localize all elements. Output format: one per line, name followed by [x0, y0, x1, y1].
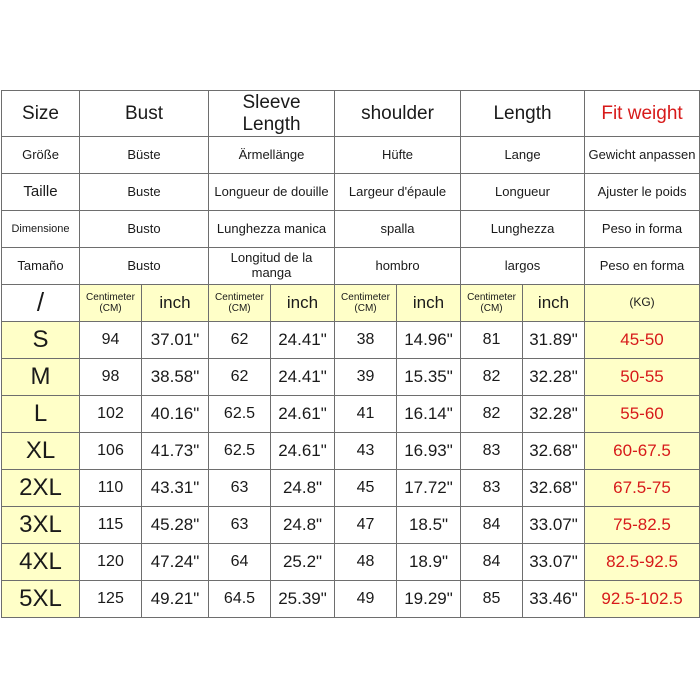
header-length: Length — [461, 91, 585, 137]
shoulder-inch: 15.35" — [397, 359, 461, 396]
bust-inch: 37.01" — [142, 322, 209, 359]
sleeve-cm: 64.5 — [209, 581, 271, 618]
lang-label: Taille — [2, 174, 80, 211]
size-row — [2, 507, 700, 544]
sleeve-cm: 62.5 — [209, 433, 271, 470]
lang-cell: spalla — [335, 211, 461, 248]
size-chart-table — [1, 90, 700, 618]
shoulder-cm: 41 — [335, 396, 397, 433]
fit-weight: 45-50 — [585, 322, 700, 359]
unit-cm: Centimeter (CM) — [80, 285, 142, 322]
lang-cell: Lange — [461, 137, 585, 174]
bust-cm: 94 — [80, 322, 142, 359]
sleeve-cm: 62 — [209, 359, 271, 396]
unit-inch: inch — [271, 285, 335, 322]
bust-inch: 49.21" — [142, 581, 209, 618]
size-row — [2, 544, 700, 581]
length-inch: 32.68" — [523, 433, 585, 470]
sleeve-cm: 62 — [209, 322, 271, 359]
size-label: M — [2, 359, 80, 396]
unit-kg: (KG) — [585, 285, 700, 322]
lang-cell: Busto — [80, 211, 209, 248]
fit-weight: 67.5-75 — [585, 470, 700, 507]
shoulder-inch: 16.14" — [397, 396, 461, 433]
lang-cell: Ajuster le poids — [585, 174, 700, 211]
lang-label: Tamaño — [2, 248, 80, 285]
unit-cm: Centimeter (CM) — [209, 285, 271, 322]
shoulder-cm: 49 — [335, 581, 397, 618]
shoulder-inch: 19.29" — [397, 581, 461, 618]
length-inch: 32.28" — [523, 396, 585, 433]
length-cm: 85 — [461, 581, 523, 618]
shoulder-inch: 14.96" — [397, 322, 461, 359]
unit-inch: inch — [397, 285, 461, 322]
header-shoulder: shoulder — [335, 91, 461, 137]
shoulder-inch: 17.72" — [397, 470, 461, 507]
size-row — [2, 581, 700, 618]
lang-cell: Largeur d'épaule — [335, 174, 461, 211]
bust-cm: 125 — [80, 581, 142, 618]
fit-weight: 92.5-102.5 — [585, 581, 700, 618]
sleeve-inch: 25.39" — [271, 581, 335, 618]
header-row — [2, 91, 700, 137]
bust-inch: 38.58" — [142, 359, 209, 396]
size-label: 4XL — [2, 544, 80, 581]
italian-row — [2, 211, 700, 248]
lang-cell: Longueur de douille — [209, 174, 335, 211]
lang-cell: Ärmellänge — [209, 137, 335, 174]
bust-cm: 98 — [80, 359, 142, 396]
bust-inch: 43.31" — [142, 470, 209, 507]
fit-weight: 55-60 — [585, 396, 700, 433]
header-sleeve-length: Sleeve Length — [209, 91, 335, 137]
lang-cell: Longueur — [461, 174, 585, 211]
length-inch: 33.07" — [523, 544, 585, 581]
unit-cm: Centimeter (CM) — [335, 285, 397, 322]
lang-cell: Büste — [80, 137, 209, 174]
shoulder-cm: 45 — [335, 470, 397, 507]
length-cm: 84 — [461, 544, 523, 581]
length-inch: 32.68" — [523, 470, 585, 507]
length-inch: 33.07" — [523, 507, 585, 544]
shoulder-inch: 18.5" — [397, 507, 461, 544]
fit-weight: 75-82.5 — [585, 507, 700, 544]
size-label: 3XL — [2, 507, 80, 544]
lang-cell: Busto — [80, 248, 209, 285]
lang-cell: largos — [461, 248, 585, 285]
lang-cell: Lunghezza manica — [209, 211, 335, 248]
size-row — [2, 359, 700, 396]
header-fit-weight: Fit weight — [585, 91, 700, 137]
fit-weight: 82.5-92.5 — [585, 544, 700, 581]
header-size: Size — [2, 91, 80, 137]
lang-cell: Buste — [80, 174, 209, 211]
length-cm: 82 — [461, 359, 523, 396]
lang-cell: Hüfte — [335, 137, 461, 174]
size-row — [2, 322, 700, 359]
bust-inch: 40.16" — [142, 396, 209, 433]
shoulder-cm: 43 — [335, 433, 397, 470]
bust-cm: 102 — [80, 396, 142, 433]
sleeve-inch: 24.8" — [271, 507, 335, 544]
shoulder-cm: 48 — [335, 544, 397, 581]
shoulder-cm: 47 — [335, 507, 397, 544]
lang-label: Größe — [2, 137, 80, 174]
size-row — [2, 470, 700, 507]
length-cm: 83 — [461, 470, 523, 507]
bust-cm: 115 — [80, 507, 142, 544]
unit-inch: inch — [142, 285, 209, 322]
length-cm: 84 — [461, 507, 523, 544]
size-label: L — [2, 396, 80, 433]
lang-cell: Peso in forma — [585, 211, 700, 248]
length-inch: 32.28" — [523, 359, 585, 396]
bust-inch: 45.28" — [142, 507, 209, 544]
sleeve-inch: 24.41" — [271, 359, 335, 396]
length-inch: 33.46" — [523, 581, 585, 618]
lang-cell: Gewicht anpassen — [585, 137, 700, 174]
sleeve-inch: 24.61" — [271, 433, 335, 470]
sleeve-cm: 63 — [209, 507, 271, 544]
bust-inch: 41.73" — [142, 433, 209, 470]
length-cm: 82 — [461, 396, 523, 433]
shoulder-cm: 38 — [335, 322, 397, 359]
size-row — [2, 433, 700, 470]
length-cm: 83 — [461, 433, 523, 470]
header-bust: Bust — [80, 91, 209, 137]
lang-cell: hombro — [335, 248, 461, 285]
size-label: S — [2, 322, 80, 359]
bust-inch: 47.24" — [142, 544, 209, 581]
length-cm: 81 — [461, 322, 523, 359]
sleeve-cm: 62.5 — [209, 396, 271, 433]
size-label: XL — [2, 433, 80, 470]
lang-cell: Lunghezza — [461, 211, 585, 248]
lang-cell: Peso en forma — [585, 248, 700, 285]
bust-cm: 106 — [80, 433, 142, 470]
size-label: 5XL — [2, 581, 80, 618]
shoulder-inch: 16.93" — [397, 433, 461, 470]
size-label: 2XL — [2, 470, 80, 507]
shoulder-inch: 18.9" — [397, 544, 461, 581]
sleeve-cm: 63 — [209, 470, 271, 507]
fit-weight: 60-67.5 — [585, 433, 700, 470]
spanish-row — [2, 248, 700, 285]
unit-slash: / — [2, 285, 80, 322]
length-inch: 31.89" — [523, 322, 585, 359]
size-row — [2, 396, 700, 433]
bust-cm: 110 — [80, 470, 142, 507]
german-row — [2, 137, 700, 174]
bust-cm: 120 — [80, 544, 142, 581]
sleeve-inch: 24.61" — [271, 396, 335, 433]
sleeve-inch: 24.8" — [271, 470, 335, 507]
sleeve-inch: 24.41" — [271, 322, 335, 359]
fit-weight: 50-55 — [585, 359, 700, 396]
sleeve-cm: 64 — [209, 544, 271, 581]
shoulder-cm: 39 — [335, 359, 397, 396]
french-row — [2, 174, 700, 211]
size-rows — [2, 322, 700, 618]
unit-cm: Centimeter (CM) — [461, 285, 523, 322]
unit-row — [2, 285, 700, 322]
lang-cell: Longitud de la manga — [209, 248, 335, 285]
sleeve-inch: 25.2" — [271, 544, 335, 581]
unit-inch: inch — [523, 285, 585, 322]
lang-label: Dimensione — [2, 211, 80, 248]
